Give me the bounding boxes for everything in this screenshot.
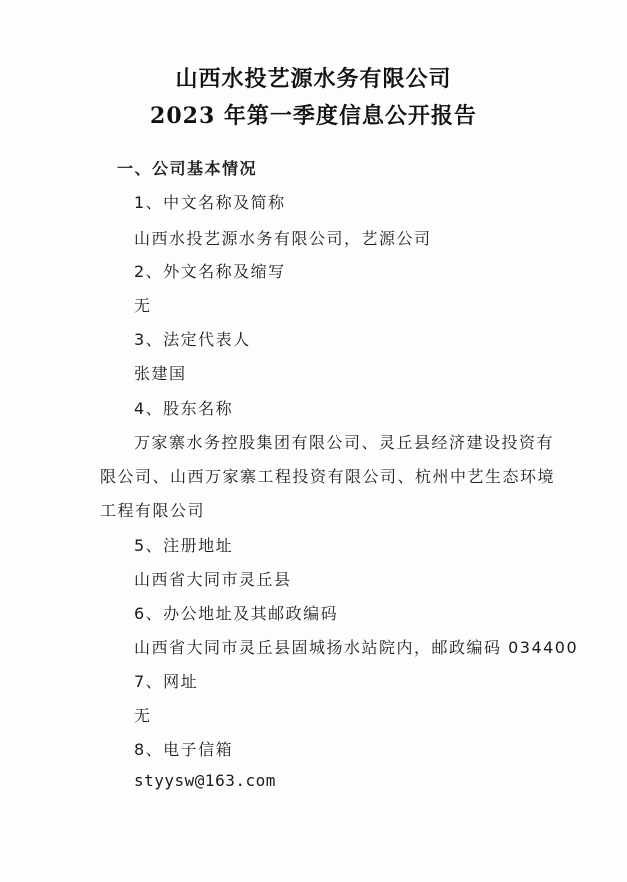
item-label-foreign-name: 2、外文名称及缩写	[134, 262, 286, 281]
document-title-line2: 2023 年第一季度信息公开报告	[150, 103, 477, 129]
section-heading-basic-info: 一、公司基本情况	[117, 159, 258, 178]
item-value-shareholders-line1: 万家寨水务控股集团有限公司、灵丘县经济建设投资有	[134, 433, 555, 452]
item-label-office-address: 6、办公地址及其邮政编码	[134, 604, 339, 623]
item-value-chinese-name: 山西水投艺源水务有限公司，艺源公司	[134, 229, 432, 248]
item-value-shareholders-line3: 工程有限公司	[100, 501, 206, 520]
item-label-legal-representative: 3、法定代表人	[134, 330, 251, 349]
item-value-foreign-name: 无	[134, 296, 152, 315]
item-label-registered-address: 5、注册地址	[134, 536, 234, 555]
document-title-line1: 山西水投艺源水务有限公司	[175, 66, 452, 92]
item-value-registered-address: 山西省大同市灵丘县	[134, 570, 292, 589]
item-label-shareholders: 4、股东名称	[134, 399, 234, 418]
item-value-office-address: 山西省大同市灵丘县固城扬水站院内，邮政编码 034400	[134, 638, 579, 657]
item-value-shareholders-line2: 限公司、山西万家寨工程投资有限公司、杭州中艺生态环境	[100, 467, 556, 486]
item-label-website: 7、网址	[134, 672, 199, 691]
item-value-legal-representative: 张建国	[134, 364, 187, 383]
item-label-email: 8、电子信箱	[134, 740, 234, 759]
item-label-chinese-name: 1、中文名称及简称	[134, 193, 286, 212]
item-value-website: 无	[134, 706, 152, 725]
item-value-email: styysw@163.com	[134, 771, 276, 790]
